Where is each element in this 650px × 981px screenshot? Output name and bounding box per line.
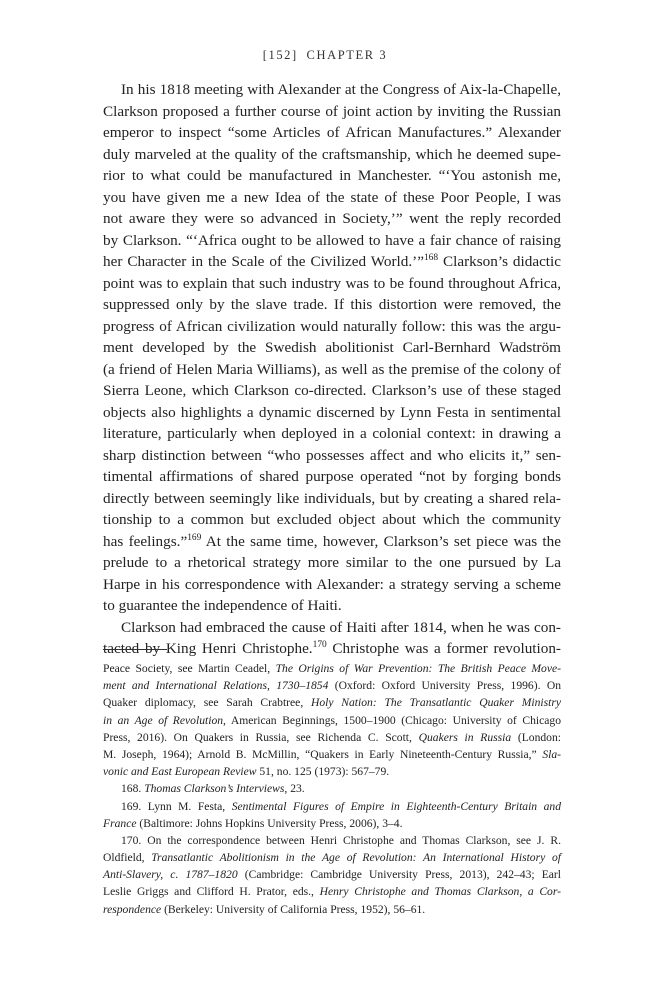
footnote-line — [103, 729, 561, 746]
footnote-title: Henry Christophe and Thomas Clarkson, a Cor- — [319, 885, 561, 899]
body-line-text: At the same time, however, Clarkson’s set piece was the — [201, 532, 561, 550]
footnote-title: in an Age of Revolution — [103, 713, 224, 727]
footnote-ref-170[interactable]: 170 — [312, 639, 327, 650]
body-line: point was to explain that such industry was to be found throughout Africa, — [103, 274, 561, 292]
footnote-title: Thomas Clarkson’s Interviews — [144, 782, 285, 796]
body-line: ment developed by the Swedish abolitionist Carl-Bernhard Wadström — [103, 339, 561, 356]
footnote-line — [103, 849, 561, 866]
body-line: tionship to a common but excluded object about which the community — [103, 511, 561, 528]
body-text — [103, 79, 561, 660]
footnote-line — [103, 763, 561, 780]
body-line: Sierra Leone, which Clarkson co-directed. Clarkson’s use of these staged — [103, 382, 561, 399]
body-line: you have given me a new Idea of the state of these Poor People, I was — [103, 188, 561, 206]
footnote-168 — [103, 780, 561, 797]
body-line: Harpe in his correspondence with Alexander: a strategy serving a scheme — [103, 575, 561, 593]
body-line — [103, 638, 561, 660]
footnote-line — [103, 901, 561, 918]
footnote-text: Press, 2016). On Quakers in Russia, see Richenda C. Scott, — [103, 730, 419, 744]
footnote-text: M. Joseph, 1964); Arnold B. McMillin, “Quakers in Early Nineteenth-Century Russia,” — [103, 747, 543, 761]
footnote-line — [103, 694, 561, 711]
body-line: by Clarkson. “‘Africa ought to be allowed to have a fair chance of raising — [103, 231, 561, 249]
body-line-text: her Character in the Scale of the Civilized World.’” — [103, 253, 424, 270]
body-line: timental affirmations of shared purpose operated “not by forging bonds — [103, 468, 561, 485]
footnote-line — [103, 712, 561, 729]
body-line-text: tacted by King Henri Christophe. — [103, 640, 313, 657]
chapter-label: CHAPTER 3 — [306, 48, 388, 62]
footnote-170: 170. On the correspondence between Henri Christophe and Thomas Clarkson, see J. R. — [121, 833, 561, 847]
footnote-ref-168[interactable]: 168 — [423, 252, 439, 263]
footnote-text: (London: — [511, 730, 561, 744]
body-line: Clarkson had embraced the cause of Haiti after 1814, when he was con- — [121, 618, 561, 636]
footnote-line — [103, 660, 561, 677]
footnote-text: (Cambridge: Cambridge University Press, 2013), 242–43; Earl — [237, 868, 562, 882]
footnote-line — [103, 677, 561, 694]
footnote-text: Oldfield, — [103, 851, 152, 865]
body-line: duly marveled at the quality of the craftsmanship, which he deemed supe- — [103, 145, 561, 163]
body-line: not aware they were so advanced in Society,’” went the reply recorded — [103, 210, 561, 227]
body-line — [103, 251, 561, 273]
body-line: emperor to inspect “some Articles of African Manufactures.” Alexander — [103, 124, 561, 141]
footnote-text: 51, no. 125 (1973): 567–79. — [256, 765, 390, 779]
footnote-number: 168. — [121, 782, 145, 796]
body-line: to guarantee the independence of Haiti. — [103, 597, 342, 614]
footnote-text: Peace Society, see Martin Ceadel, — [103, 662, 276, 675]
footnote-text: (Baltimore: Johns Hopkins University Press, 2006), 3–4. — [136, 816, 403, 830]
footnote-title: ment and International Relations, 1730–1854 — [103, 679, 329, 693]
footnote-text: , 23. — [284, 782, 305, 796]
running-head — [0, 47, 650, 63]
body-line: progress of African civilization would naturally follow: this was the argu- — [103, 317, 561, 335]
body-line: (a friend of Helen Maria Williams), as well as the premise of the colony of — [103, 360, 561, 378]
body-line: rior to what could be manufactured in Manchester. “‘You astonish me, — [103, 167, 561, 184]
body-line-text: has feelings.” — [103, 532, 188, 550]
footnote-text: (Berkeley: University of California Press, 1952), 56–61. — [161, 902, 426, 916]
footnote-text: (Oxford: Oxford University Press, 1996). On — [328, 679, 561, 693]
body-line: In his 1818 meeting with Alexander at the Congress of Aix-la-Chapelle, — [121, 81, 561, 98]
body-line-text: Clarkson’s didactic — [438, 253, 561, 270]
footnote-text: , American Beginnings, 1500–1900 (Chicago: University of Chicago — [223, 713, 561, 727]
footnote-title: Sentimental Figures of Empire in Eighteenth-Century Britain and — [231, 799, 561, 813]
body-line: directly between seemingly like individuals, but by creating a shared rela- — [103, 489, 561, 507]
body-line: sharp distinction between “who possesses affect and who elicits it,” sen- — [103, 446, 561, 464]
footnote-title: Transatlantic Abolitionism in the Age of Revolution: An International History of — [151, 851, 561, 865]
body-line: Clarkson proposed a further course of joint action by inviting the Russian — [103, 102, 561, 120]
footnote-title: Sla- — [542, 747, 561, 761]
footnote-text: 169. Lynn M. Festa, — [121, 799, 232, 813]
footnote-169 — [103, 798, 561, 815]
footnote-text: Leslie Griggs and Clifford H. Prator, eds., — [103, 885, 320, 899]
footnote-line — [103, 866, 561, 883]
footnote-text: Quaker diplomacy, see Sarah Crabtree, — [103, 696, 311, 710]
body-line-text: Christophe was a former revolution- — [326, 640, 561, 657]
footnote-title: Anti-Slavery, c. 1787–1820 — [103, 868, 238, 882]
body-line: objects also highlights a dynamic discerned by Lynn Festa in sentimental — [103, 403, 561, 421]
footnote-title: France — [103, 816, 137, 830]
footnote-title: vonic and East European Review — [103, 765, 257, 779]
body-line: literature, particularly when deployed in a colonial context: in drawing a — [103, 425, 561, 442]
footnotes — [103, 660, 561, 918]
body-line: prelude to a rhetorical strategy more similar to the one pursued by La — [103, 554, 561, 571]
footnote-title: Quakers in Russia — [418, 730, 512, 744]
footnote-line — [103, 815, 561, 832]
footnote-title: respondence — [103, 902, 162, 916]
footnote-rule — [103, 649, 167, 650]
page-number: [152] — [262, 48, 298, 62]
body-line — [103, 531, 561, 553]
footnote-title: The Origins of War Prevention: The British Peace Move- — [275, 662, 562, 675]
body-line: suppressed only by the slave trade. If this distortion were removed, the — [103, 296, 561, 313]
footnote-title: Holy Nation: The Transatlantic Quaker Ministry — [310, 696, 561, 710]
footnote-line — [103, 746, 561, 763]
footnote-ref-169[interactable]: 169 — [187, 532, 202, 543]
footnote-line — [103, 883, 561, 900]
